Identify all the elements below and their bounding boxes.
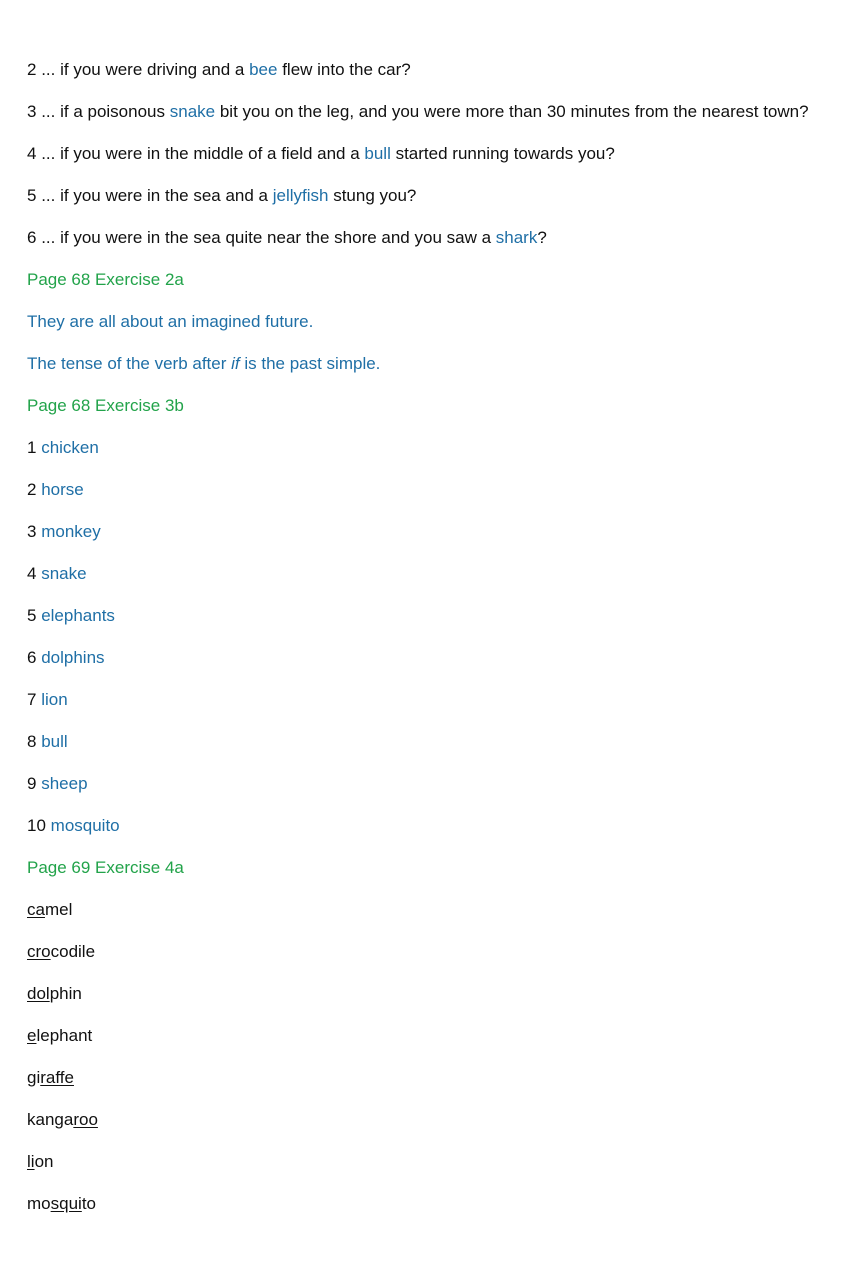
item-number: 1 (27, 438, 37, 457)
item-word: bull (41, 732, 68, 751)
stressed-syllable: squi (50, 1194, 82, 1213)
question-text-after: ? (537, 228, 547, 247)
stress-word (27, 1024, 827, 1048)
list-item (27, 814, 827, 838)
question-text-before: ... if you were in the sea quite near the shore and you saw a (41, 228, 496, 247)
question-animal: bee (249, 60, 278, 79)
list-item (27, 436, 827, 460)
stress-word (27, 1150, 827, 1174)
list-item (27, 688, 827, 712)
question-3 (27, 100, 827, 124)
item-number: 6 (27, 648, 37, 667)
item-word: mosquito (50, 816, 120, 835)
stressed-syllable: raffe (40, 1068, 74, 1087)
item-number: 9 (27, 774, 37, 793)
answer-text-before: The tense of the verb after (27, 354, 232, 373)
question-animal: jellyfish (272, 186, 329, 205)
exercise-2a-answer-1: They are all about an imagined future. (27, 312, 314, 331)
item-number: 2 (27, 480, 37, 499)
exercise-3b-heading: Page 68 Exercise 3b (27, 396, 184, 415)
exercise-4a-heading: Page 69 Exercise 4a (27, 858, 184, 877)
question-text-before: ... if you were in the middle of a field and a (41, 144, 365, 163)
document-page (27, 58, 827, 1234)
item-number: 7 (27, 690, 37, 709)
stress-word (27, 1192, 827, 1216)
question-animal: bull (364, 144, 391, 163)
word-prefix: mo (27, 1194, 51, 1213)
list-item (27, 646, 827, 670)
exercise-3b-list (27, 436, 827, 838)
word-suffix: mel (44, 900, 73, 919)
item-word: monkey (41, 522, 101, 541)
exercise-4a-list (27, 898, 827, 1216)
word-suffix: to (81, 1194, 96, 1213)
question-4 (27, 142, 827, 166)
list-item (27, 604, 827, 628)
list-item (27, 478, 827, 502)
question-number: 4 (27, 144, 37, 163)
stressed-syllable: e (27, 1026, 37, 1045)
question-number: 2 (27, 60, 37, 79)
item-word: dolphins (41, 648, 105, 667)
question-text-after: stung you? (328, 186, 417, 205)
question-text-before: ... if you were driving and a (41, 60, 250, 79)
stress-word (27, 1066, 827, 1090)
stressed-syllable: li (27, 1152, 35, 1171)
question-number: 3 (27, 102, 37, 121)
question-text-before: ... if you were in the sea and a (41, 186, 273, 205)
stress-word (27, 898, 827, 922)
answer-text-after: is the past simple. (239, 354, 381, 373)
word-suffix: lephant (36, 1026, 93, 1045)
item-word: chicken (41, 438, 99, 457)
list-item (27, 772, 827, 796)
exercise-2a-answer-2 (27, 352, 827, 376)
item-number: 4 (27, 564, 37, 583)
item-word: horse (41, 480, 84, 499)
question-number: 5 (27, 186, 37, 205)
answer-italic-word: if (231, 354, 240, 373)
question-2 (27, 58, 827, 82)
item-number: 8 (27, 732, 37, 751)
stressed-syllable: ca (27, 900, 45, 919)
item-number: 10 (27, 816, 46, 835)
item-number: 3 (27, 522, 37, 541)
question-number: 6 (27, 228, 37, 247)
list-item (27, 520, 827, 544)
question-text-after: started running towards you? (390, 144, 615, 163)
item-word: snake (41, 564, 87, 583)
list-item (27, 562, 827, 586)
word-suffix: on (34, 1152, 54, 1171)
question-text-before: ... if a poisonous (41, 102, 170, 121)
stress-word (27, 1108, 827, 1132)
exercise-2a-heading: Page 68 Exercise 2a (27, 270, 184, 289)
item-number: 5 (27, 606, 37, 625)
question-animal: snake (169, 102, 216, 121)
question-text-after: bit you on the leg, and you were more than 30 minutes from the nearest town? (215, 102, 809, 121)
stressed-syllable: dol (27, 984, 50, 1003)
item-word: sheep (41, 774, 88, 793)
item-word: lion (41, 690, 68, 709)
question-5 (27, 184, 827, 208)
question-text-after: flew into the car? (277, 60, 411, 79)
word-suffix: codile (50, 942, 96, 961)
stressed-syllable: roo (73, 1110, 98, 1129)
stressed-syllable: cro (27, 942, 51, 961)
question-animal: shark (495, 228, 538, 247)
stress-word (27, 982, 827, 1006)
word-suffix: phin (49, 984, 82, 1003)
question-6 (27, 226, 827, 250)
stress-word (27, 940, 827, 964)
list-item (27, 730, 827, 754)
word-prefix: gi (27, 1068, 41, 1087)
word-prefix: kanga (27, 1110, 74, 1129)
item-word: elephants (41, 606, 115, 625)
